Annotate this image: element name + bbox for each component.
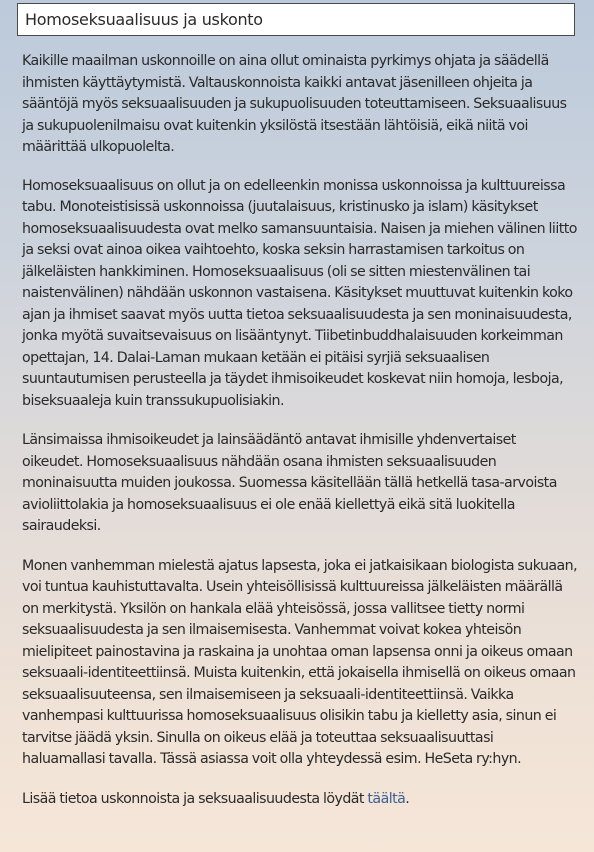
more-info-link[interactable]: täältä xyxy=(367,790,406,807)
paragraph-taboo: Homoseksuaalisuus on ollut ja on edelleenkin monissa uskonnoissa ja kulttuureissa tabu. Monoteistisissä uskonnoissa (juutalaisuus, kristinusko ja islam) käsitykset homoseksuaalisuudesta ovat melko samansuuntaisia. Naisen ja miehen välinen liitto ja seksi ovat ainoa oikea vaihtoehto, koska seksin harrastamisen tarkoitus on jälkeläisten hankkiminen. Homoseksuaalisuus (oli se sitten miestenvälinen tai naistenvälinen) nähdään uskonnon vastaisena. Käsitykset muuttuvat kuitenkin koko ajan ja ihmiset saavat myös uutta tietoa seksuaalisuudesta ja sen moninaisuudesta, jonka myötä suvaitsevaisuus on lisääntynyt. Tiibetinbuddhalaisuuden korkeimman opettajan, 14. Dalai-Laman mukaan ketään ei pitäisi syrjiä seksuaalisen suuntautumisen perusteella ja täydet ihmisoikeudet koskevat niin homoja, lesboja, biseksuaaleja kuin transsukupuolisiakin. xyxy=(22,177,577,409)
paragraph-intro: Kaikille maailman uskonnoille on aina ollut ominaista pyrkimys ohjata ja säädellä ihmisten käyttäytymistä. Valtauskonnoista kaikki antavat jäsenilleen ohjeita ja sääntöjä myös seksuaalisuuden ja sukupuolisuuden toteuttamiseen. Seksuaalisuus ja sukupuolenilmaisu ovat kuitenkin yksilöstä itsestään lähtöisiä, eikä niitä voi määrittää ulkopuolelta. xyxy=(22,53,567,155)
more-info-line xyxy=(22,789,578,811)
paragraph-parents: Monen vanhemman mielestä ajatus lapsesta, joka ei jatkaisikaan biologista sukuaan, voi tuntua kauhistuttavalta. Usein yhteisöllisissä kulttuureissa jälkeläisten määrällä on merkitystä. Yksilön on hankala elää yhteisössä, jossa vallitsee tietty normi seksuaalisuudesta ja sen ilmaisemisesta. Vanhemmat voivat kokea yhteisön mielipiteet painostavina ja raskaina ja unohtaa oman lapsensa onni ja oikeus omaan seksuaali-identiteettiinsä. Muista kuitenkin, että jokaisella ihmisellä on oikeus omaan seksuaalisuuteensa, sen ilmaisemiseen ja seksuaali-identiteettiinsä. Vaikka vanhempasi kulttuurissa homoseksuaalisuus olisikin tabu ja kielletty asia, sinun ei tarvitse jäädä yksin. Sinulla on oikeus elää ja toteuttaa seksuaalisuuttasi haluamallasi tavalla. Tässä asiassa voit olla yhteydessä esim. HeSeta ry:hyn. xyxy=(22,557,578,767)
page-title: Homoseksuaalisuus ja uskonto xyxy=(25,10,263,29)
title-box xyxy=(17,3,575,36)
article-content xyxy=(22,51,578,827)
more-info-text: Lisää tietoa uskonnoista ja seksuaalisuudesta löydät xyxy=(22,790,368,807)
more-info-end: . xyxy=(405,790,410,807)
paragraph-western: Länsimaissa ihmisoikeudet ja lainsäädäntö antavat ihmisille yhdenvertaiset oikeudet. Homoseksuaalisuus nähdään osana ihmisten seksuaalisuuden moninaisuutta muiden joukossa. Suomessa käsitellään tällä hetkellä tasa-arvoista avioliittolakia ja homoseksuaalisuus ei ole enää kiellettyä eikä sitä luokitella sairaudeksi. xyxy=(22,432,557,534)
